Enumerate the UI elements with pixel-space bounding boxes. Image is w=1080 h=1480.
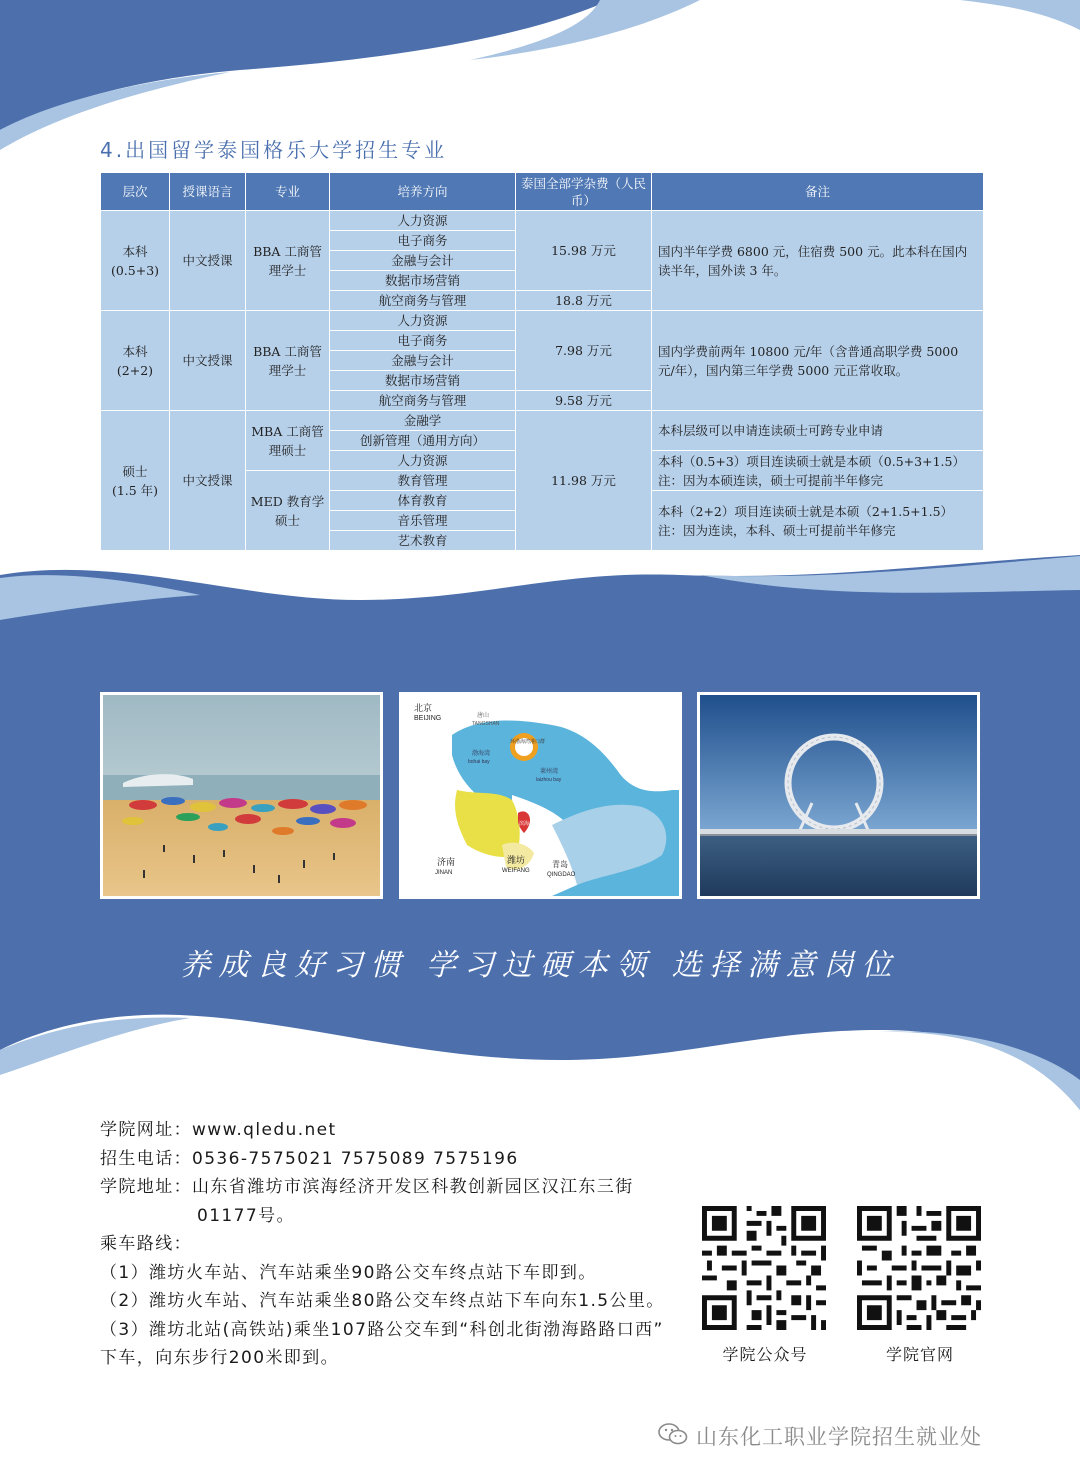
map-label: BEIJING: [414, 715, 442, 722]
fee-cell: 7.98 万元: [516, 311, 652, 391]
remark-cell: 本科（2+2）项目连读硕士就是本硕（2+1.5+1.5） 注：因为连读，本科、硕士可提前半年修完: [652, 491, 984, 551]
program-table: [100, 172, 984, 551]
remark-cell: 国内半年学费 6800 元，住宿费 500 元。此本科在国内读半年，国外读 3 年。: [652, 211, 984, 311]
wechat-qr-code[interactable]: [702, 1206, 826, 1330]
major-cell: MED 教育学硕士: [246, 471, 330, 551]
watermark-text: 山东化工职业学院招生就业处: [696, 1425, 982, 1449]
major-cell: BBA 工商管理学士: [246, 311, 330, 411]
route-item-continued: 下车，向东步行200米即到。: [100, 1348, 340, 1368]
map-label: 唐山: [477, 713, 490, 719]
header-direction: 培养方向: [330, 173, 516, 211]
map-label: 滨海: [519, 821, 530, 827]
contact-info: [100, 1116, 665, 1373]
direction-cell: 音乐管理: [330, 511, 516, 531]
direction-cell: 体育教育: [330, 491, 516, 511]
header-language: 授课语言: [170, 173, 246, 211]
header-major: 专业: [246, 173, 330, 211]
direction-cell: 航空商务与管理: [330, 291, 516, 311]
location-map: [399, 692, 682, 899]
direction-cell: 电子商务: [330, 331, 516, 351]
website-line: 学院网址：www.qledu.net: [100, 1120, 337, 1140]
direction-cell: 金融学: [330, 411, 516, 431]
direction-cell: 数据市场营销: [330, 371, 516, 391]
map-label: WEIFANG: [502, 868, 530, 874]
direction-cell: 教育管理: [330, 471, 516, 491]
direction-cell: 金融与会计: [330, 351, 516, 371]
direction-cell: 艺术教育: [330, 531, 516, 551]
table-row: [101, 311, 984, 331]
direction-cell: 创新管理（通用方向）: [330, 431, 516, 451]
route-item: （2）潍坊火车站、汽车站乘坐80路公交车终点站下车向东1.5公里。: [100, 1291, 665, 1311]
major-cell: BBA 工商管理学士: [246, 211, 330, 311]
address-line-2: 01177号。: [197, 1205, 295, 1226]
direction-cell: 人力资源: [330, 311, 516, 331]
address-line: 学院地址：山东省潍坊市滨海经济开发区科教创新园区汉江东三街: [100, 1177, 634, 1197]
direction-cell: 数据市场营销: [330, 271, 516, 291]
route-title: 乘车路线：: [100, 1234, 192, 1254]
header-fee: 泰国全部学杂费（人民币）: [516, 173, 652, 211]
remark-cell: 本科（0.5+3）项目连读硕士就是本硕（0.5+3+1.5） 注：因为本硕连读，硕士可提前半年修完: [652, 451, 984, 491]
wechat-qr-caption: 学院公众号: [722, 1345, 808, 1364]
level-cell: 硕士 (1.5 年): [101, 411, 170, 551]
map-label: bohai bay: [468, 759, 490, 765]
direction-cell: 电子商务: [330, 231, 516, 251]
map-label: 环渤海湾港口群: [510, 739, 546, 745]
fee-cell: 18.8 万元: [516, 291, 652, 311]
map-label: 莱州湾: [540, 769, 559, 775]
fee-cell: 9.58 万元: [516, 391, 652, 411]
route-item: （3）潍坊北站(高铁站)乘坐107路公交车到“科创北街渤海路路口西”: [100, 1319, 664, 1340]
direction-cell: 人力资源: [330, 211, 516, 231]
website-qr-caption: 学院官网: [885, 1345, 954, 1364]
header-remark: 备注: [652, 173, 984, 211]
phone-line: 招生电话：0536-7575021 7575089 7575196: [100, 1148, 519, 1169]
table-header-row: [101, 173, 984, 211]
wechat-icon: [658, 1423, 688, 1450]
header-level: 层次: [101, 173, 170, 211]
website-qr-code[interactable]: [857, 1206, 981, 1330]
route-item: （1）潍坊火车站、汽车站乘坐90路公交车终点站下车即到。: [100, 1262, 597, 1283]
map-label: 青岛: [552, 860, 568, 869]
section-title: 4.出国留学泰国格乐大学招生专业: [100, 138, 448, 162]
direction-cell: 人力资源: [330, 451, 516, 471]
remark-cell: 国内学费前两年 10800 元/年（含普通高职学费 5000 元/年），国内第三年学费 5000 元正常收取。: [652, 311, 984, 411]
slogan: 养成良好习惯 学习过硬本领 选择满意岗位: [180, 948, 900, 983]
remark-cell: 本科层级可以申请连读硕士可跨专业申请: [652, 411, 984, 451]
direction-cell: 金融与会计: [330, 251, 516, 271]
major-cell: MBA 工商管理硕士: [246, 411, 330, 471]
map-label: 渤海湾: [472, 751, 491, 757]
map-label: JINAN: [435, 870, 453, 876]
fee-cell: 11.98 万元: [516, 411, 652, 551]
map-label: 济南: [437, 857, 456, 867]
beach-photo: [100, 692, 383, 899]
level-cell: 本科 (2+2): [101, 311, 170, 411]
table-row: [101, 411, 984, 431]
language-cell: 中文授课: [170, 211, 246, 311]
map-label: QINGDAO: [547, 872, 576, 878]
map-label: TANGSHAN: [472, 721, 500, 727]
table-row: [101, 211, 984, 231]
map-label: 潍坊: [507, 855, 526, 865]
language-cell: 中文授课: [170, 311, 246, 411]
direction-cell: 航空商务与管理: [330, 391, 516, 411]
language-cell: 中文授课: [170, 411, 246, 551]
map-label: laizhou bay: [536, 777, 562, 783]
level-cell: 本科 (0.5+3): [101, 211, 170, 311]
watermark: [658, 1421, 982, 1451]
fee-cell: 15.98 万元: [516, 211, 652, 291]
map-label: 北京: [414, 703, 433, 713]
ferris-wheel-photo: [697, 692, 980, 899]
